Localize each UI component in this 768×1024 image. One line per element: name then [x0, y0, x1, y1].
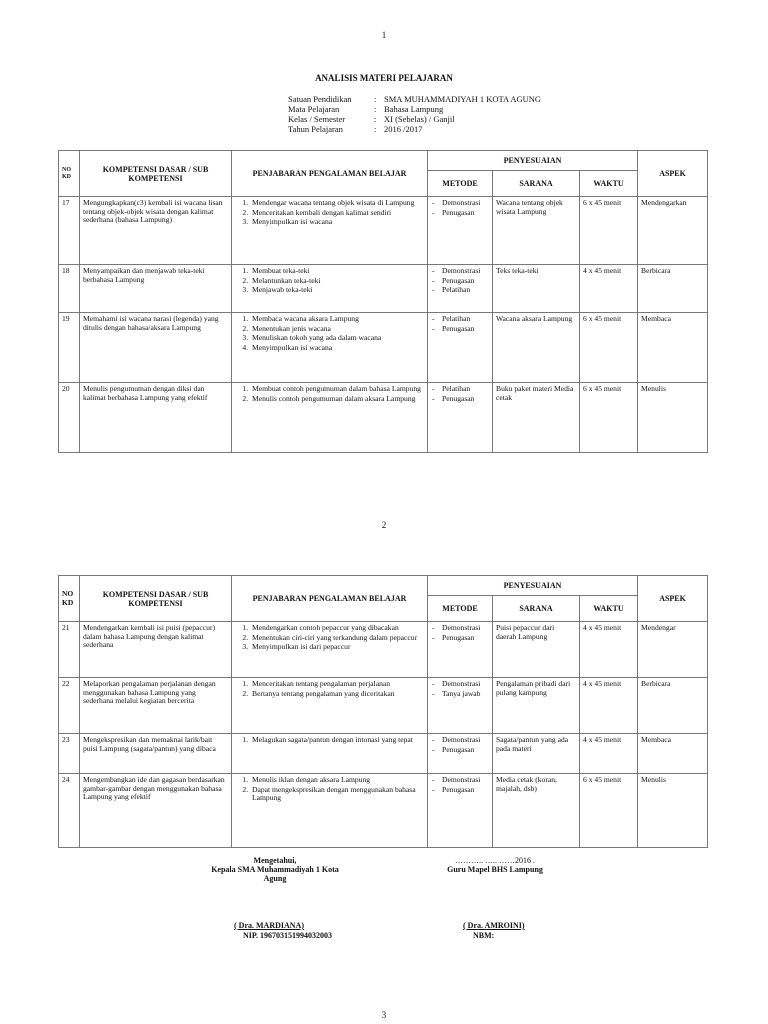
- kd-number: 24: [59, 774, 80, 848]
- penjabaran-cell: [232, 383, 428, 453]
- list-item: - Penugasan: [431, 209, 489, 218]
- sarana-cell: Media cetak (koran, majalah, dsb): [493, 774, 580, 848]
- list-item: - Penugasan: [431, 395, 489, 404]
- metode-cell: [428, 734, 493, 774]
- aspek-cell: Membaca: [638, 313, 708, 383]
- list-item: 1. Membaca wacana aksara Lampung: [250, 315, 424, 324]
- sig-left-line1: Mengetahui,: [253, 856, 297, 865]
- header-penyesuaian: PENYESUAIAN: [428, 151, 638, 171]
- sarana-cell: Wacana tentang objek wisata Lampung: [493, 197, 580, 265]
- info-sep: :: [374, 94, 377, 104]
- waktu-cell: 6 x 45 menit: [580, 774, 638, 848]
- table-row: [59, 197, 708, 265]
- sig-left-line2: Kepala SMA Muhammadiyah 1 Kota Agung: [211, 865, 339, 883]
- sarana-cell: Buku paket materi Media cetak: [493, 383, 580, 453]
- list-item: 1. Menceritakan tentang pengalaman perjalanan: [250, 680, 424, 689]
- list-item: 2. Menulis contoh pengumuman dalam aksara Lampung: [250, 395, 424, 404]
- info-row: [288, 114, 541, 124]
- header-sarana: SARANA: [493, 596, 580, 622]
- info-row: [288, 104, 541, 114]
- list-item: 3. Menyimpulkan isi wacana: [250, 218, 424, 227]
- table-row: [59, 678, 708, 734]
- materi-table-2: [58, 575, 708, 848]
- header-waktu: WAKTU: [580, 596, 638, 622]
- list-item: 1. Membuat teka-teki: [250, 267, 424, 276]
- info-row: [288, 94, 541, 104]
- info-value: Bahasa Lampung: [384, 104, 444, 114]
- list-item: 2. Melantunkan teka-teki: [250, 277, 424, 286]
- page-number: 1: [381, 30, 387, 40]
- list-item: 3. Menjawab teka-teki: [250, 286, 424, 295]
- kompetensi-cell: Menyampaikan dan menjawab teka-teki berbahasa Lampung: [80, 265, 232, 313]
- list-item: 2. Dapat mengekspresikan dengan menggunakan bahasa Lampung: [250, 786, 424, 803]
- aspek-cell: Menulis: [638, 774, 708, 848]
- info-label: Mata Pelajaran: [288, 104, 340, 114]
- list-item: 3. Menyimpulkan isi dari pepaccur: [250, 643, 424, 652]
- list-item: 1. Membuat contoh pengumuman dalam bahasa Lampung: [250, 385, 424, 394]
- aspek-cell: Mendengar: [638, 622, 708, 678]
- metode-cell: [428, 774, 493, 848]
- kompetensi-cell: Mengembangkan ide dan gagasan berdasarkan gambar-gambar dengan menggunakan bahasa Lampung yang efektif: [80, 774, 232, 848]
- sarana-cell: Teks teka-teki: [493, 265, 580, 313]
- kompetensi-cell: Menulis pengumuman dengan diksi dan kalimat berbahasa Lampung yang efektif: [80, 383, 232, 453]
- penjabaran-cell: [232, 197, 428, 265]
- page-number: 2: [381, 520, 387, 530]
- kompetensi-cell: Melaporkan pengalaman perjalanan dengan menggunakan bahasa Lampung yang sederhana melalui kegiatan bercerita: [80, 678, 232, 734]
- waktu-cell: 6 x 45 menit: [580, 383, 638, 453]
- info-label: Satuan Pendidikan: [288, 94, 352, 104]
- list-item: 2. Menentukan ciri-ciri yang terkandung dalam pepaccur: [250, 634, 424, 643]
- aspek-cell: Berbicara: [638, 678, 708, 734]
- sig-right-line2: Guru Mapel BHS Lampung: [447, 865, 543, 874]
- info-row: [288, 124, 541, 134]
- sarana-cell: Puisi pepaccur dari daerah Lampung: [493, 622, 580, 678]
- penjabaran-cell: [232, 734, 428, 774]
- header-aspek: ASPEK: [638, 151, 708, 197]
- info-value: SMA MUHAMMADIYAH 1 KOTA AGUNG: [384, 94, 542, 104]
- table-row: [59, 265, 708, 313]
- waktu-cell: 6 x 45 menit: [580, 197, 638, 265]
- kd-number: 22: [59, 678, 80, 734]
- page-number: 3: [381, 1010, 387, 1020]
- header-metode: METODE: [428, 596, 493, 622]
- sarana-cell: Sagata/pantun yang ada pada materi: [493, 734, 580, 774]
- header-penyesuaian: PENYESUAIAN: [428, 576, 638, 596]
- aspek-cell: Berbicara: [638, 265, 708, 313]
- metode-cell: [428, 383, 493, 453]
- header-waktu: WAKTU: [580, 171, 638, 197]
- info-label: Tahun Pelajaran: [288, 124, 343, 134]
- table-row: [59, 383, 708, 453]
- table-row: [59, 313, 708, 383]
- aspek-cell: Membaca: [638, 734, 708, 774]
- sig-left-name: [234, 921, 304, 930]
- sig-left-name-text: ( Dra. MARDIANA): [234, 921, 304, 930]
- sig-right-line1: ……….. ….. ……2016 .: [455, 856, 535, 865]
- document-title: ANALISIS MATERI PELAJARAN: [315, 73, 453, 83]
- header-penjabaran: PENJABARAN PENGALAMAN BELAJAR: [232, 576, 428, 622]
- signature-left: [200, 856, 350, 883]
- header-no-kd: NO KD: [59, 576, 80, 622]
- sig-right-nbm: NBM:: [473, 931, 495, 940]
- list-item: - Demonstrasi: [431, 199, 489, 208]
- table-row: [59, 774, 708, 848]
- sig-right-name: [463, 921, 525, 930]
- header-no-kd: NO KD: [59, 151, 80, 197]
- list-item: 1. Menulis iklan dengan aksara Lampung: [250, 776, 424, 785]
- list-item: 1. Mendengar wacana tentang objek wisata di Lampung: [250, 199, 424, 208]
- kd-number: 18: [59, 265, 80, 313]
- header-aspek: ASPEK: [638, 576, 708, 622]
- kompetensi-cell: Memahami isi wacana narasi (legenda) yang ditulis dengan bahasa/aksara Lampung: [80, 313, 232, 383]
- penjabaran-cell: [232, 265, 428, 313]
- kd-number: 20: [59, 383, 80, 453]
- penjabaran-cell: [232, 622, 428, 678]
- info-sep: :: [374, 124, 377, 134]
- info-value: XI (Sebelas) / Ganjil: [384, 114, 455, 124]
- header-penjabaran: PENJABARAN PENGALAMAN BELAJAR: [232, 151, 428, 197]
- waktu-cell: 6 x 45 menit: [580, 313, 638, 383]
- list-item: - Pelatihan: [431, 315, 489, 324]
- kd-number: 23: [59, 734, 80, 774]
- waktu-cell: 4 x 45 menit: [580, 734, 638, 774]
- info-value: 2016 /2017: [384, 124, 423, 134]
- metode-cell: [428, 197, 493, 265]
- sig-left-nip: NIP. 196703151994032003: [243, 931, 333, 940]
- info-sep: :: [374, 114, 377, 124]
- list-item: 3. Menuliskan tokoh yang ada dalam wacana: [250, 334, 424, 343]
- header-sarana: SARANA: [493, 171, 580, 197]
- kd-number: 21: [59, 622, 80, 678]
- list-item: - Penugasan: [431, 786, 489, 795]
- list-item: - Penugasan: [431, 325, 489, 334]
- list-item: - Pelatihan: [431, 385, 489, 394]
- info-sep: :: [374, 104, 377, 114]
- kompetensi-cell: Mengekspresikan dan memaknai larik/bait puisi Lampung (sagata/pantun) yang dibaca: [80, 734, 232, 774]
- metode-cell: [428, 678, 493, 734]
- info-label: Kelas / Semester: [288, 114, 346, 124]
- list-item: - Demonstrasi: [431, 680, 489, 689]
- list-item: 2. Menceritakan kembali dengan kalimat sendiri: [250, 209, 424, 218]
- materi-table-1: [58, 150, 708, 453]
- waktu-cell: 4 x 45 menit: [580, 265, 638, 313]
- list-item: - Pelatihan: [431, 286, 489, 295]
- aspek-cell: Menulis: [638, 383, 708, 453]
- kompetensi-cell: Mengungkapkan(c3) kembali isi wacana lisan tentang objek-objek wisata dengan kalimat sederhana (bahasa Lampung): [80, 197, 232, 265]
- header-kompetensi: KOMPETENSI DASAR / SUB KOMPETENSI: [80, 576, 232, 622]
- signature-right: [430, 856, 560, 874]
- header-kompetensi: KOMPETENSI DASAR / SUB KOMPETENSI: [80, 151, 232, 197]
- metode-cell: [428, 265, 493, 313]
- metode-cell: [428, 313, 493, 383]
- table-row: [59, 734, 708, 774]
- metode-cell: [428, 622, 493, 678]
- list-item: 1. Mendengarkan contoh pepaccur yang dibacakan: [250, 624, 424, 633]
- aspek-cell: Mendengarkan: [638, 197, 708, 265]
- sarana-cell: Wacana aksara Lampung: [493, 313, 580, 383]
- list-item: - Penugasan: [431, 746, 489, 755]
- kd-number: 17: [59, 197, 80, 265]
- waktu-cell: 4 x 45 menit: [580, 678, 638, 734]
- header-metode: METODE: [428, 171, 493, 197]
- list-item: - Penugasan: [431, 277, 489, 286]
- sig-right-name-text: ( Dra. AMROINI): [463, 921, 525, 930]
- waktu-cell: 4 x 45 menit: [580, 622, 638, 678]
- list-item: - Demonstrasi: [431, 736, 489, 745]
- list-item: - Demonstrasi: [431, 624, 489, 633]
- table-row: [59, 622, 708, 678]
- penjabaran-cell: [232, 678, 428, 734]
- list-item: - Demonstrasi: [431, 267, 489, 276]
- kd-number: 19: [59, 313, 80, 383]
- list-item: 2. Menentukan jenis wacana: [250, 325, 424, 334]
- list-item: - Tanya jawab: [431, 690, 489, 699]
- list-item: 1. Melagukan sagata/pantun dengan intonasi yang tepat: [250, 736, 424, 745]
- list-item: - Demonstrasi: [431, 776, 489, 785]
- sarana-cell: Pengalaman pribadi dari pulang kampung: [493, 678, 580, 734]
- list-item: 4. Menyimpulkan isi wacana: [250, 344, 424, 353]
- list-item: 2. Bertanya tentang pengalaman yang diceritakan: [250, 690, 424, 699]
- penjabaran-cell: [232, 774, 428, 848]
- list-item: - Penugasan: [431, 634, 489, 643]
- info-block: [288, 94, 541, 134]
- penjabaran-cell: [232, 313, 428, 383]
- kompetensi-cell: Mendengarkan kembali isi puisi (pepaccur) dalam bahasa Lampung dengan kalimat sederhana: [80, 622, 232, 678]
